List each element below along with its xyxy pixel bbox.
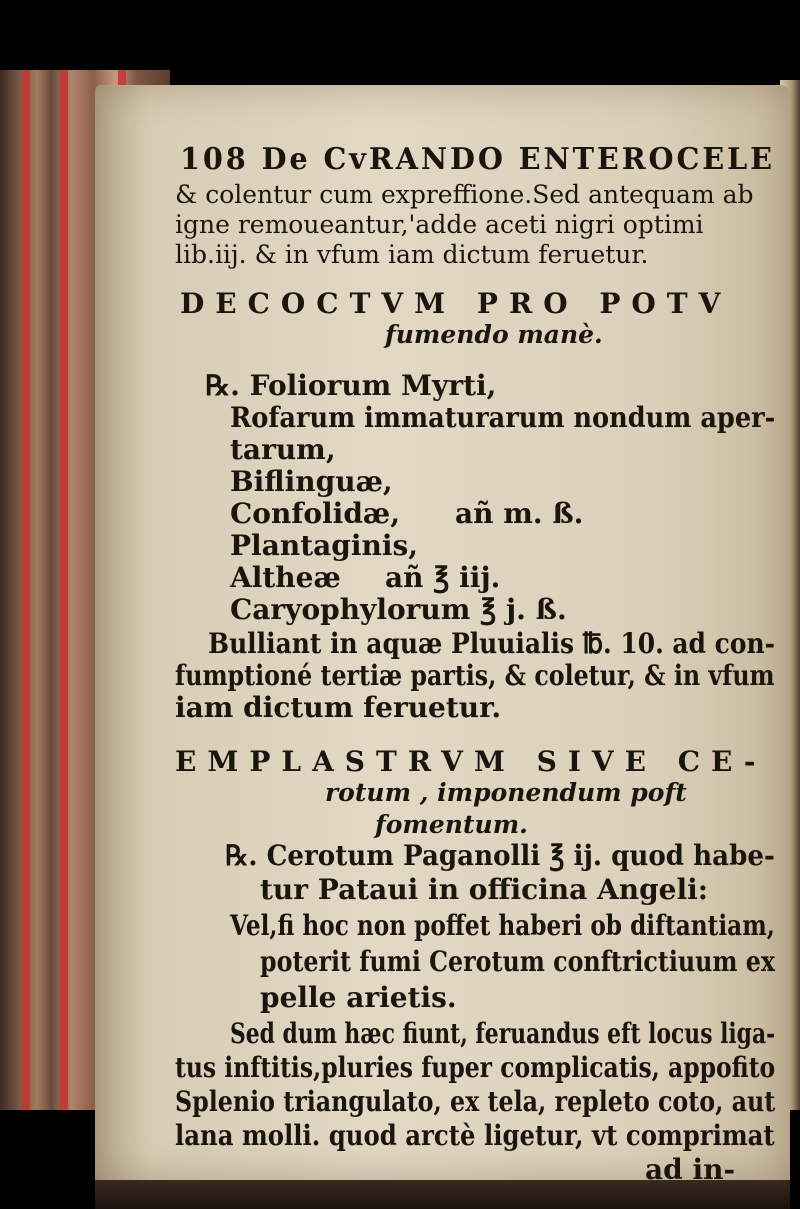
section-subtitle: rotum , imponendum poft bbox=[325, 778, 687, 807]
section-title: DECOCTVM PRO POTV bbox=[180, 287, 732, 320]
recipe-line: ℞. Foliorum Myrti, bbox=[205, 369, 497, 402]
recipe-line: Caryophylorum ℥ j. ß. bbox=[230, 593, 567, 626]
text-line: Sed dum hæc fiunt, feruandus eft locus liga- bbox=[230, 1017, 776, 1050]
text-line: Bulliant in aquæ Pluuialis ℔. 10. ad con- bbox=[208, 627, 775, 660]
text-line: pelle arietis. bbox=[260, 981, 457, 1014]
text-line: lana molli. quod arctè ligetur, vt comprimat bbox=[175, 1119, 775, 1152]
recipe-dose: añ m. ß. bbox=[455, 497, 584, 530]
recipe-line: Biflinguæ, bbox=[230, 465, 393, 498]
text-line: lib.iij. & in vfum iam dictum feruetur. bbox=[175, 240, 649, 269]
text-line: fumptioné tertiæ partis, & coletur, & in vfum bbox=[175, 659, 775, 692]
recipe-line: ℞. Cerotum Paganolli ℥ ij. quod habe- bbox=[225, 839, 775, 872]
section-title: EMPLASTRVM SIVE CE- bbox=[175, 745, 767, 778]
text-line: Splenio triangulato, ex tela, repleto coto, aut bbox=[175, 1085, 776, 1118]
recipe-dose: añ ℥ iij. bbox=[385, 561, 501, 594]
recipe-line: tur Pataui in officina Angeli: bbox=[260, 873, 709, 906]
recipe-line: Altheæ bbox=[230, 561, 341, 594]
text-line: poterit fumi Cerotum conftrictiuum ex bbox=[260, 945, 776, 978]
recipe-line: Rofarum immaturarum nondum aper- bbox=[230, 401, 776, 434]
recipe-line: tarum, bbox=[230, 433, 336, 466]
text-line: tus inftitis,pluries fuper complicatis, appofito bbox=[175, 1051, 776, 1084]
section-subtitle: fomentum. bbox=[375, 810, 528, 839]
recipe-line: Plantaginis, bbox=[230, 529, 418, 562]
text-line: ad in- bbox=[645, 1153, 736, 1186]
running-header: 108 De CvRANDO ENTEROCELE bbox=[180, 142, 775, 177]
text-line: iam dictum feruetur. bbox=[175, 691, 502, 724]
text-line: Vel,fi hoc non poffet haberi ob diftantiam, bbox=[230, 909, 775, 942]
recipe-line: Confolidæ, bbox=[230, 497, 400, 530]
text-line: igne remoueantur,'adde aceti nigri optimi bbox=[175, 210, 704, 239]
section-subtitle: fumendo manè. bbox=[385, 320, 603, 349]
text-line: & colentur cum expreffione.Sed antequam ab bbox=[175, 180, 754, 209]
